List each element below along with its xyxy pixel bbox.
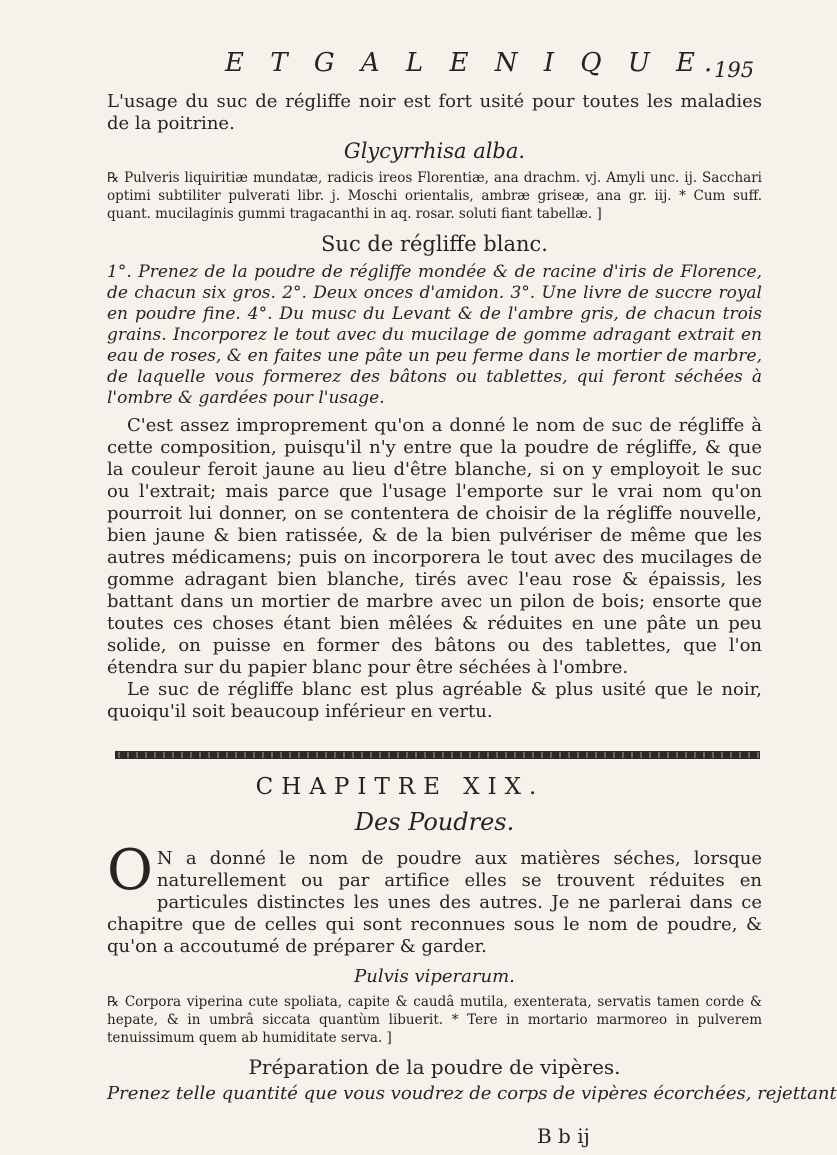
recipe-title: Pulvis viperarum. <box>354 966 515 987</box>
ornamental-rule <box>115 751 760 759</box>
signature-mark: B b ij <box>537 1124 590 1148</box>
preparation-text: Prenez telle quantité que vous voudrez de corps de vipères écorchées, rejettant <box>107 1083 837 1104</box>
chapter-heading: CHAPITRE XIX. <box>255 774 545 800</box>
viper-latin-recipe: ℞ Corpora viperina cute spoliata, capite & caudâ mutila, exenterata, servatis tamen corde & hepate, & in umbrâ siccata quantùm libuerit. * Tere in mortario marmoreo in pulverem tenuissimum quem ab humiditate serva. ] <box>107 994 762 1046</box>
running-title: E T G A L E N I Q U E. <box>225 48 722 78</box>
instructions-paragraph: 1°. Prenez de la poudre de régliffe mondée & de racine d'iris de Florence, de chacun six gros. 2°. Deux onces d'amidon. 3°. Une livre de succre royal en poudre fine. 4°. Du musc du Levant & de l'ambre gris, de chacun trois grains. Incorporez le tout avec du mucilage de gomme adragant extrait en eau de roses, & en faites une pâte un peu ferme dans le mortier de marbre, de laquelle vous formerez des bâtons ou tablettes, qui feront séchées à l'ombre & gardées pour l'usage. <box>107 262 762 408</box>
chapter-title: Des Poudres. <box>354 808 515 836</box>
preparation-title: Préparation de la poudre de vipères. <box>248 1055 621 1079</box>
page-number: 195 <box>714 58 755 82</box>
latin-title: Glycyrrhisa alba. <box>343 139 526 163</box>
intro-paragraph: L'usage du suc de régliffe noir est fort usité pour toutes les maladies de la poitrine. <box>107 91 762 134</box>
section-liquorice <box>107 91 762 723</box>
drop-cap: O <box>107 838 153 903</box>
french-title: Suc de régliffe blanc. <box>321 232 548 256</box>
commentary-paragraph: C'est assez improprement qu'on a donné le nom de suc de régliffe à cette composition, puisqu'il n'y entre que la poudre de régliffe, & que la couleur feroit jaune au lieu d'être blanche, si on y employoit le suc ou l'extrait; mais parce que l'usage l'emporte sur le vrai nom qu'on pourroit lui donner, on se contentera de choisir de la régliffe nouvelle, bien jaune & bien ratissée, & de la bien pulvériser de même que les autres médicamens; puis on incorporera le tout avec des mucilages de gomme adragant bien blanche, tirés avec l'eau rose & épaissis, les battant dans un mortier de marbre avec un pilon de bois; ensorte que toutes ces choses étant bien mêlées & réduites en une pâte un peu solide, on puisse en former des bâtons ou des tablettes, que l'on étendra sur du papier blanc pour être séchées à l'ombre. <box>107 415 762 678</box>
section-powders <box>107 808 837 1105</box>
chapter-opening-paragraph: N a donné le nom de poudre aux matières séches, lorsque naturellement ou par artifice elles se trouvent réduites en particules distinctes les unes des autres. Je ne parlerai dans ce chapitre que de celles qui sont reconnues sous le nom de poudre, & qu'on a accoutumé de préparer & garder. <box>107 848 762 957</box>
closing-paragraph: Le suc de régliffe blanc est plus agréable & plus usité que le noir, quoiqu'il soit beaucoup inférieur en vertu. <box>107 679 762 722</box>
latin-recipe: ℞ Pulveris liquiritiæ mundatæ, radicis ireos Florentiæ, ana drachm. vj. Amyli unc. ij. Sacchari optimi subtiliter pulverati libr. j. Moschi orientalis, ambræ griseæ, ana gr. iij. * Cum suff. quant. mucilaginis gummi tragacanthi in aq. rosar. soluti fiant tabellæ. ] <box>107 170 762 222</box>
